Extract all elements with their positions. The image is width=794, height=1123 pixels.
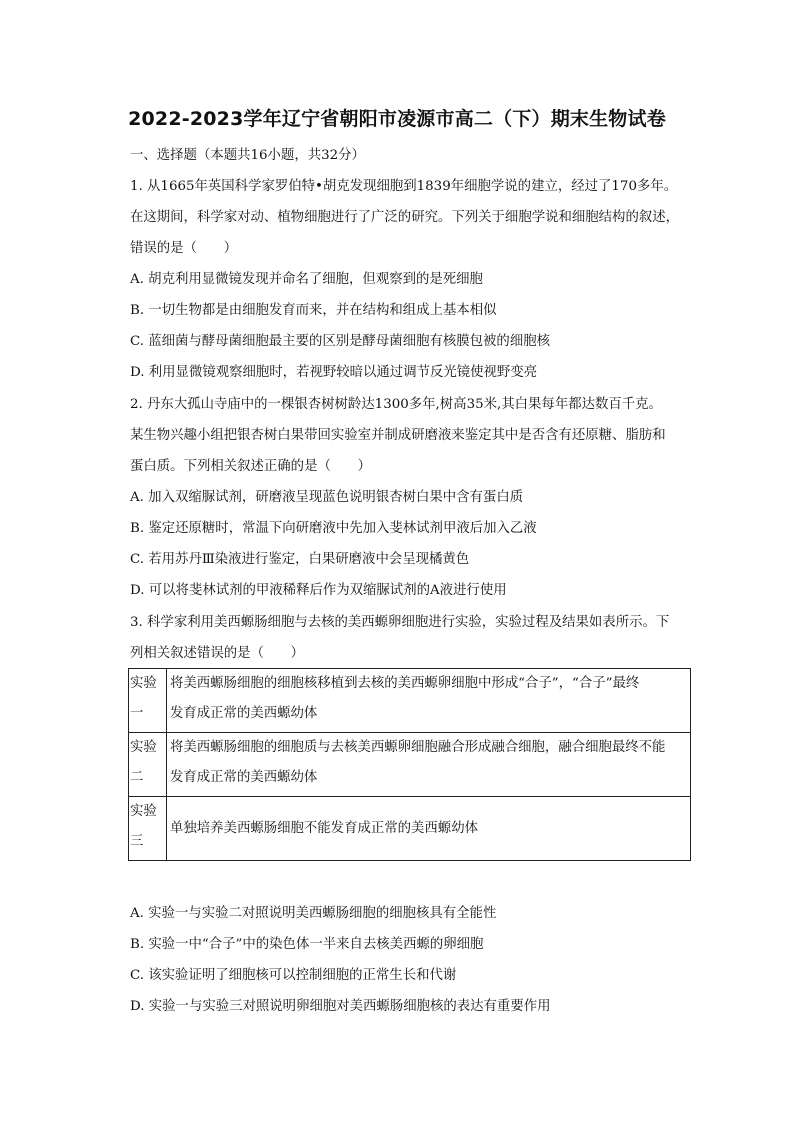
question-1-stem-line-2: 在这期间，科学家对动、植物细胞进行了广泛的研究。下列关于细胞学说和细胞结构的叙述，: [130, 210, 680, 225]
table-row-content: 将美西螈肠细胞的细胞核移植到去核的美西螈卵细胞中形成“合子”，“合子”最终 发育成正常的美西螈幼体: [167, 669, 691, 733]
question-3-option-a: A. 实验一与实验二对照说明美西螈肠细胞的细胞核具有全能性: [130, 906, 497, 921]
question-2-option-a: A. 加入双缩脲试剂，研磨液呈现蓝色说明银杏树白果中含有蛋白质: [130, 490, 524, 505]
table-row: [129, 733, 691, 797]
question-1-stem-line-1: 1. 从1665年英国科学家罗伯特•胡克发现细胞到1839年细胞学说的建立，经过了170多年。: [130, 179, 678, 194]
document-title: 2022-2023学年辽宁省朝阳市凌源市高二（下）期末生物试卷: [128, 108, 666, 130]
question-3-option-c: C. 该实验证明了细胞核可以控制细胞的正常生长和代谢: [130, 968, 457, 983]
table-row: [129, 797, 691, 861]
question-3-option-b: B. 实验一中“合子”中的染色体一半来自去核美西螈的卵细胞: [130, 937, 484, 952]
table-row-label: 实验 三: [129, 797, 167, 861]
section-heading: 一、选择题（本题共16小题，共32分）: [130, 148, 365, 163]
question-3-option-d: D. 实验一与实验三对照说明卵细胞对美西螈肠细胞核的表达有重要作用: [130, 999, 551, 1014]
question-3-stem-line-2: 列相关叙述错误的是（ ）: [130, 646, 305, 661]
question-2-option-b: B. 鉴定还原糖时，常温下向研磨液中先加入斐林试剂甲液后加入乙液: [130, 521, 537, 536]
question-1-option-a: A. 胡克利用显微镜发现并命名了细胞，但观察到的是死细胞: [130, 272, 483, 287]
question-1-option-c: C. 蓝细菌与酵母菌细胞最主要的区别是酵母菌细胞有核膜包被的细胞核: [130, 334, 550, 349]
table-row-label: 实验 二: [129, 733, 167, 797]
question-2-stem-line-3: 蛋白质。下列相关叙述正确的是（ ）: [130, 459, 372, 474]
experiment-table: [128, 668, 691, 861]
table-row-content: 单独培养美西螈肠细胞不能发育成正常的美西螈幼体: [167, 797, 691, 861]
question-2-option-c: C. 若用苏丹Ⅲ染液进行鉴定，白果研磨液中会呈现橘黄色: [130, 552, 470, 567]
table-row-content: 将美西螈肠细胞的细胞质与去核美西螈卵细胞融合形成融合细胞，融合细胞最终不能 发育成正常的美西螈幼体: [167, 733, 691, 797]
table-row: [129, 669, 691, 733]
question-2-stem-line-2: 某生物兴趣小组把银杏树白果带回实验室并制成研磨液来鉴定其中是否含有还原糖、脂肪和: [130, 428, 666, 443]
question-2-stem-line-1: 2. 丹东大孤山寺庙中的一棵银杏树树龄达1300多年,树高35米,其白果每年都达数百千克。: [130, 397, 662, 412]
question-1-option-b: B. 一切生物都是由细胞发育而来，并在结构和组成上基本相似: [130, 303, 497, 318]
table-row-label: 实验 一: [129, 669, 167, 733]
question-3-stem-line-1: 3. 科学家利用美西螈肠细胞与去核的美西螈卵细胞进行实验，实验过程及结果如表所示。下: [130, 615, 670, 630]
question-2-option-d: D. 可以将斐林试剂的甲液稀释后作为双缩脲试剂的A液进行使用: [130, 583, 507, 598]
question-1-stem-line-3: 错误的是（ ）: [130, 241, 238, 256]
question-1-option-d: D. 利用显微镜观察细胞时，若视野较暗以通过调节反光镜使视野变亮: [130, 365, 538, 380]
